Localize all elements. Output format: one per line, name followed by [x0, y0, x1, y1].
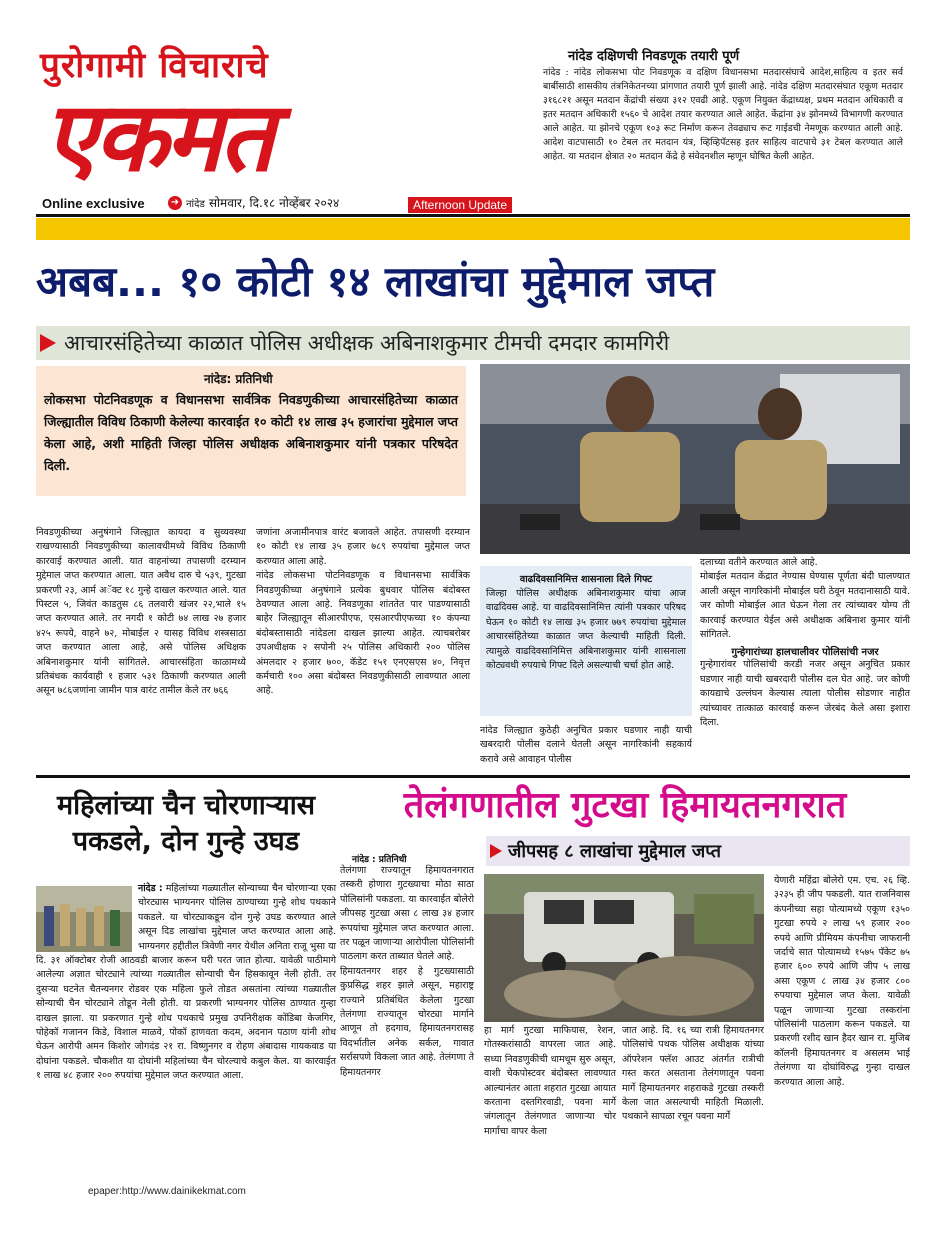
lead-byline: नांदेड: प्रतिनिधी	[204, 372, 273, 386]
mobile-ban-text: दलाच्या वतीने करण्यात आले आहे. मोबाईल मतदान केंद्रात नेण्यास घेण्यास पूर्णता बंदी घालण्यात आली असून नागरिकांनी मोबाईल घरी ठेवून मतदानासाठी यावे. जर कोणी मोबाईल आत घेऊन गेला तर त्यांच्यावर योग्य ती कारवाई करण्यात येईल असे अधीक्षक अबिनाश कुमार यांनी सांगितले.	[700, 557, 910, 641]
gutkha-headline: तेलंगणातील गुटखा हिमायतनगरात	[403, 785, 847, 826]
press-conference-image	[480, 364, 910, 554]
gutkha-subhead-text: जीपसह ८ लाखांचा मुद्देमाल जप्त	[508, 841, 722, 862]
lead-column-2: जणांना अजामीनपात्र वारंट बजावले आहेत. तपासणी दरम्यान १० कोटी १४ लाख ३५ हजार ७८९ रुपयांचा मुद्देमाल जप्त करण्यात आला आहे. नांदेड लोकसभा पोटनिवडणूक व विधानसभा सार्वत्रिक निवडणुकीच्या अनुषंगाने प्रत्येक बुधवार पोलिस बंदोबस्त ठेवण्यात आला आहे. निवडणूका शांततेत पार पाडण्यासाठी बाहेर जिल्ह्यातून सीआरपीएफ, एसआरपीएफच्या १० कंपन्या बंदोबस्तासाठी नांदेडला दाखल झाल्या आहेत. त्याचबरोबर उपअधीक्षक २ सपोनी २५ पोलिस अधिकारी २०० पोलिस अंमलदार २ हजार ७००, कॅडेट १५१ एनएसएस ४०, निवृत्त कर्मचारी १०० असा बंदोबस्त निवडणुकीसाठी लावण्यात आला आहे.	[256, 527, 470, 697]
online-exclusive-label: Online exclusive	[42, 196, 145, 211]
seized-jeep-image	[484, 874, 764, 1022]
edition-badge: Afternoon Update	[408, 197, 512, 213]
gutkha-byline: नांदेड : प्रतिनिधी	[352, 855, 407, 865]
chain-theft-story	[36, 882, 336, 1084]
yellow-band	[36, 218, 910, 240]
chain-dateline: नांदेड :	[138, 883, 163, 894]
epaper-link[interactable]: epaper:http://www.dainikekmat.com	[88, 1186, 246, 1197]
lead-headline: अबब... १० कोटी १४ लाखांचा मुद्देमाल जप्त	[36, 257, 715, 306]
gift-box-title: वाढदिवसानिमित्त शासनाला दिले गिफ्ट	[519, 574, 653, 585]
gift-box-text: जिल्हा पोलिस अधीक्षक अबिनाशकुमार यांचा आज वाढदिवस आहे. या वाढदिवसानिमित्त त्यांनी पत्रकार परिषद घेऊन १० कोटी १४ लाख ३५ हजार ७७९ रुपयांचा मुद्देमाल आचारसंहितेच्या काळात जप्त केल्याची माहिती दिली. त्यामुळे वाढदिवसानिमित्त अबिनाशकुमार यांनी शासनाला कोट्यवधी रुपयाचे गिफ्ट दिले असल्याची चर्चा होत आहे.	[486, 588, 686, 672]
arrow-right-icon: ➜	[168, 196, 182, 210]
triangle-right-icon	[40, 334, 56, 352]
triangle-right-icon	[490, 844, 502, 858]
press-conference-photo	[480, 364, 910, 554]
gutkha-column-4: येणारी महिंद्रा बोलेरो एम. एच. २६ व्हि. ३२३५ ही जीप पकडली. यात राजनिवास कंपनीच्या सहा पोत्यामध्ये एकूण १३५० गुटखा रुपये २ लाख ५९ हजार २०० रुपये आणि प्रीमियम कंपनीचा जाफरानी जर्दाचे सात पोत्यामध्ये १५७५ पॅकेट ७५ हजार ६०० रुपये आणि जीप ५ लाख असा एकूण ८ लाख ३४ हजार ८०० रुपयाचा मुद्देमाल जप्त केला. यावेळी पळून जाणाऱ्या गुटखा तस्करांना पोलिसांनी पाठलाग करून पकडले. या प्रकरणी रशीद खान हैदर खान रा. मुजिब कॉलनी हिमायतनगर व असलम भाई तेलंगणा या दोघांविरुद्ध गुन्हा दाखल करण्यात आला आहे.	[774, 875, 910, 1088]
lead-intro-box	[36, 366, 466, 496]
lead-column-appeal: नांदेड जिल्ह्यात कुठेही अनुचित प्रकार घडणार नाही याची खबरदारी पोलीस दलाने घेतली असून नागरिकांनी सहकार्य करावे असे आवाहन पोलीस	[480, 725, 692, 765]
masthead-logo: एकमत	[44, 81, 271, 193]
arrested-accused-photo	[36, 886, 132, 952]
lead-paragraph: लोकसभा पोटनिवडणूक व विधानसभा सार्वत्रिक निवडणुकीच्या आचारसंहितेच्या काळात जिल्ह्यातील विविध ठिकाणी केलेल्या कारवाईत १० कोटी १४ लाख ३५ हजारांचा मुद्देमाल जप्त केला आहे, अशी माहिती जिल्हा पोलिस अधीक्षक अबिनाशकुमार यांनी पत्रकार परिषदेत दिली.	[44, 392, 458, 473]
dateline	[168, 194, 339, 211]
chain-theft-headline: महिलांच्या चैन चोरणाऱ्यास पकडले, दोन गुन्हे उघड	[57, 790, 315, 857]
brief-title: नांदेड दक्षिणची निवडणूक तयारी पूर्ण	[568, 49, 740, 64]
criminal-watch-text: गुन्हेगारांवर पोलिसांची करडी नजर असून अनुचित प्रकार घडणार नाही याची खबरदारी पोलीस दल घेत आहे. जर कोणी कायद्याचे उल्लंघन केल्यास त्याला पोलीस सोडणार नाहीत त्यांच्यावर तात्काळ कारवाई करून जेरबंद केले असा इशारा दिला.	[700, 659, 910, 729]
brief-text: नांदेड : नांदेड लोकसभा पोट निवडणूक व दक्षिण विधानसभा मतदारसंघाचे आदेश,साहित्य व इतर सर्व बाबींसाठी शासकीय तंत्रनिकेतनच्या प्रांगणात तयारी पूर्ण झाली आहे. नांदेड दक्षिण मतदारसंघात एकूण मतदार ३१६८२१ असून मतदान केंद्रांची संख्या ३१२ एवढी आहे. एकूण नियुक्त केंद्राध्यक्ष, प्रथम मतदान अधिकारी व इतर मतदान अधिकारी १५६० चे आदेश तयार करण्यात आले आहेत. केंद्रांना ३४ झोनमध्ये विभागणी करण्यात आले आहेत. या झोनचे एकूण १०३ रूट निर्माण करून तेवढ्याच रूट गाईडची नेमणूक करण्यात आली आहे. आदेश वाटपासाठी १० टेबल तर मतदान यंत्र, व्हिव्हिपॅटसह इतर साहित्य वाटपाचे ३१ टेबल करण्यात आले आहेत. या मतदान क्षेत्रात २० मतदान केंद्रे हे संवेदनशील म्हणून घोषित केली आहेत.	[543, 67, 903, 162]
lead-subhead-text: आचारसंहितेच्या काळात पोलिस अधीक्षक अबिनाशकुमार टीमची दमदार कामगिरी	[64, 331, 670, 355]
lead-subhead	[36, 326, 910, 360]
gutkha-column-3: जात आहे. दि. १६ च्या रात्री हिमायतनगर पोलिसांचे पथक पोलिस अधीक्षक यांच्या ऑपरेशन फ्लॅश आउट अंतर्गत रात्रीची गस्त करत असताना तेलंगणातून पवना मार्गे हिमायतनगर शहराकडे गुटखा तस्करी केला जात असल्याची माहिती मिळाली. पथकाने सापळा रचून पवना मार्गे	[622, 1025, 764, 1123]
masthead-divider	[36, 214, 910, 217]
masthead-tagline: पुरोगामी विचाराचे	[40, 46, 269, 86]
dateline-city: नांदेड	[186, 198, 205, 210]
lead-column-3	[700, 556, 910, 730]
birthday-gift-box	[480, 566, 692, 716]
dateline-date: सोमवार, दि.१८ नोव्हेंबर २०२४	[208, 196, 340, 210]
seized-jeep-photo	[484, 874, 764, 1022]
gutkha-column-2: हा मार्ग गुटखा माफियास, रेशन, गोतस्करांसाठी वापरला जात आहे. सध्या निवडणुकीची धामधूम सुरु असून, वाशी चेकपोस्टवर बंदोबस्त लावण्यात आल्यानंतर आता शहरात गुटखा आयात करताना दस्तगिरवाडी, पवना मार्गे जंगलातून तेलंगणात जाणाऱ्या चोर मार्गाचा वापर केला	[484, 1025, 616, 1137]
gutkha-subhead	[486, 836, 910, 866]
chain-body: महिलांच्या गळ्यातील सोन्याच्या चैन चोरणाऱ्या एका चोरट्यास भाग्यनगर पोलिस ठाण्याच्या गुन्हे शोध पथकाने पकडले. या चोरट्याकडून दोन गुन्हे उघड करण्यात आले असून दिड लाखांचा मुद्देमाल जप्त करण्यात आला आहे. भाग्यनगर हद्दीतील त्रिवेणी नगर येथील अनिता राजू भुसा या दि. ३१ ऑक्टोबर रोजी आठवडी बाजार करून घरी परत जात होत्या. यावेळी पाठीमागे आलेल्या अज्ञात चोरट्याने त्यांच्या गळ्यातील सोन्याची चैन हिसकावून नेली होती. तर दुसऱ्या घटनेत चैतन्यनगर रोडवर एक महिला फुले तोडत असतांना त्यांच्या गळ्यातील सोन्याची चैन चोरट्याने तोडून नेली होती. या प्रकरणी भाग्यनगर पोलिस ठाण्यात गुन्हा दाखल झाला. या प्रकरणात गुन्हे शोध पथकाचे प्रमुख उपनिरीक्षक कोंडिबा केजगिर, पोहेकॉ गजानन किडे, विशाल माळवे, पोकॉ हाणवता कदम, अदनान पठाण यांनी शोध घेऊन आरोपी अमन किशोर जोगदंड २१ रा. विष्णुनगर व रोहण अंबादास गायकवाड या दोघांना पकडले. चौकशीत या दोघांनी महिलांच्या चैन चोरल्याचे कबुल केल. या कारवाईत १ लाख ४८ हजार २०० रुपयांचा मुद्देमाल जप्त करण्यात आला.	[36, 883, 337, 1082]
lead-column-1: निवडणुकीच्या अनुषंगाने जिल्ह्यात कायदा व सुव्यवस्था राखण्यासाठी निवडणुकीच्या कालावधीमध्ये विविध ठिकाणी कारवाई करण्यात आली. यात वाहनांच्या तपासणी दरम्यान मुद्देमाल जप्त करण्यात आला. यात अवैध दारु चे ५३९, गुटखा प्रकरणी २३, आर्म अॅक्ट १८ गुन्हे दाखल करण्यात आले. यात पिस्टल ५, जिवंत काडतुस ८६ तलवारी खंजर २२,भाले १५ जप्त करण्यात आले. तर नगदी १ कोटी ७४ लाख २७ हजार ४२५ रूपये, वाहने ७२, मोबाईल २ यासह विविध शस्त्रसाठा जप्त करण्यात आला आहे, असे पोलिस अधिक्षक अबिनाशकुमार यांनी सांगितले. आचारसंहिता काळामध्ये प्रतिबंधक कार्यवाही १ हजार ५३१ ठिकाणी करण्यात आली असून ७८६जणांना जामीन पात्र वारंट तामील केले तर ७६६	[36, 527, 246, 697]
criminal-watch-subhead: गुन्हेगारांच्या हालचालीवर पोलिसांची नजर	[731, 647, 879, 659]
gutkha-column-1: तेलंगणा राज्यातून हिमायतनगरात तस्करी होणारा गुटख्याचा मोठा साठा पोलिसांनी पकडला. या कारवाईत बोलेरो जीपसह गुटखा असा ८ लाख ३४ हजार रूपयांचा मुद्देमाल जप्त करण्यात आला. तर पळून जाणाऱ्या आरोपीला पोलिसांनी पाठलाग करत ताब्यात घेतले आहे. हिमायतनगर शहर हे गुटख्यासाठी कुप्रसिद्ध शहर झाले असून, महाराष्ट्र राज्याने प्रतिबंधित केलेला गुटखा तेलंगणा राज्यातून चोरट्या मार्गाने आणून तो हदगाव, हिमायतनगरासह विदर्भातील अनेक सर्कल, गावात सर्रासपणे विकला जात आहे. तेलंगणा ते हिमायतनगर	[340, 865, 474, 1078]
section-divider	[36, 775, 910, 778]
